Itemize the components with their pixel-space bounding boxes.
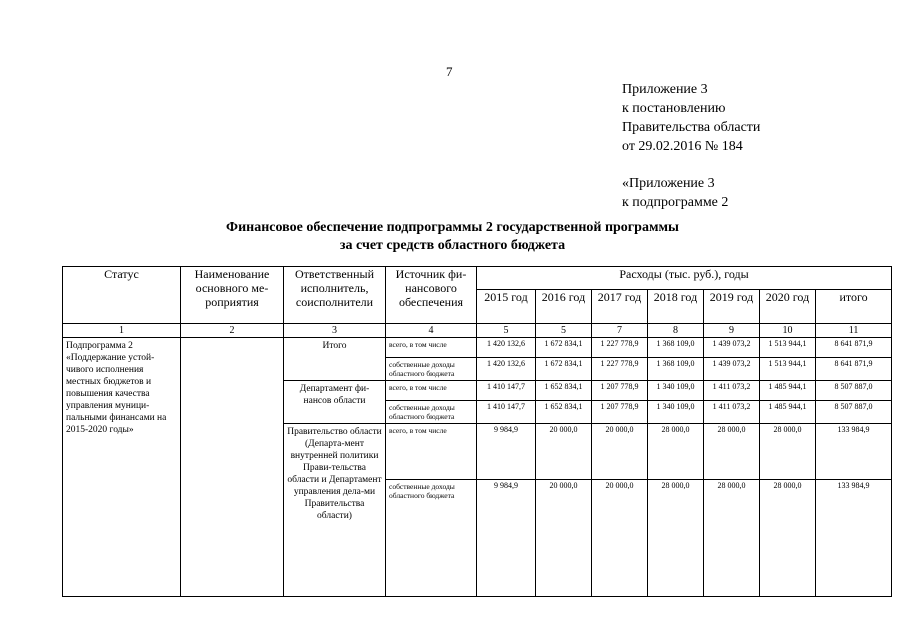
value-cell: 8 641 871,9	[816, 338, 892, 358]
source-cell: собственные доходы областного бюджета	[386, 358, 477, 381]
measure-cell	[181, 338, 284, 597]
executor-cell: Итого	[284, 338, 386, 381]
source-cell: всего, в том числе	[386, 381, 477, 401]
value-cell: 1 340 109,0	[648, 401, 704, 424]
header-status: Статус	[63, 267, 181, 324]
header-year: 2015 год	[477, 290, 536, 324]
page-number: 7	[446, 64, 453, 79]
value-cell: 1 513 944,1	[760, 338, 816, 358]
document-title	[0, 219, 905, 255]
column-number: 7	[592, 324, 648, 338]
header-year: 2020 год	[760, 290, 816, 324]
value-cell: 28 000,0	[760, 424, 816, 480]
appendix-line: к подпрограмме 2	[622, 195, 729, 210]
value-cell: 8 507 887,0	[816, 401, 892, 424]
value-cell: 1 368 109,0	[648, 358, 704, 381]
appendix-line: от 29.02.2016 № 184	[622, 139, 743, 154]
appendix-line: «Приложение 3	[622, 176, 715, 191]
value-cell: 1 227 778,9	[592, 338, 648, 358]
financing-table	[62, 266, 892, 597]
value-cell: 9 984,9	[477, 480, 536, 597]
value-cell: 8 641 871,9	[816, 358, 892, 381]
financing-table-wrapper	[62, 266, 892, 597]
header-year: 2019 год	[704, 290, 760, 324]
value-cell: 133 984,9	[816, 480, 892, 597]
value-cell: 1 227 778,9	[592, 358, 648, 381]
executor-cell: Департамент фи-нансов области	[284, 381, 386, 424]
value-cell: 1 513 944,1	[760, 358, 816, 381]
value-cell: 1 420 132,6	[477, 358, 536, 381]
value-cell: 1 207 778,9	[592, 401, 648, 424]
header-year: 2017 год	[592, 290, 648, 324]
value-cell: 20 000,0	[592, 480, 648, 597]
appendix-line: к постановлению	[622, 101, 726, 116]
appendix-block	[622, 80, 760, 212]
column-number: 2	[181, 324, 284, 338]
value-cell: 20 000,0	[536, 480, 592, 597]
column-number: 11	[816, 324, 892, 338]
value-cell: 133 984,9	[816, 424, 892, 480]
column-number: 5	[536, 324, 592, 338]
value-cell: 8 507 887,0	[816, 381, 892, 401]
title-line-1: Финансовое обеспечение подпрограммы 2 государственной программы	[226, 220, 679, 235]
value-cell: 20 000,0	[536, 424, 592, 480]
header-measure: Наименование основного ме-роприятия	[181, 267, 284, 324]
value-cell: 1 439 073,2	[704, 358, 760, 381]
value-cell: 1 410 147,7	[477, 401, 536, 424]
value-cell: 1 439 073,2	[704, 338, 760, 358]
value-cell: 1 411 073,2	[704, 401, 760, 424]
value-cell: 1 340 109,0	[648, 381, 704, 401]
header-year: 2016 год	[536, 290, 592, 324]
source-cell: всего, в том числе	[386, 338, 477, 358]
title-line-2: за счет средств областного бюджета	[339, 238, 566, 253]
value-cell: 1 411 073,2	[704, 381, 760, 401]
source-cell: всего, в том числе	[386, 424, 477, 480]
value-cell: 1 410 147,7	[477, 381, 536, 401]
header-total: итого	[816, 290, 892, 324]
status-cell: Подпрограмма 2 «Поддержание устой-чивого исполнения местных бюджетов и повышения качества управления муници-пальными финансами на 2015-2020 годы»	[63, 338, 181, 597]
value-cell: 1 485 944,1	[760, 401, 816, 424]
column-number: 4	[386, 324, 477, 338]
value-cell: 28 000,0	[760, 480, 816, 597]
header-year: 2018 год	[648, 290, 704, 324]
value-cell: 1 652 834,1	[536, 401, 592, 424]
value-cell: 1 672 834,1	[536, 338, 592, 358]
value-cell: 1 652 834,1	[536, 381, 592, 401]
appendix-line: Правительства области	[622, 120, 761, 135]
column-number: 3	[284, 324, 386, 338]
value-cell: 1 368 109,0	[648, 338, 704, 358]
column-number: 1	[63, 324, 181, 338]
column-number: 9	[704, 324, 760, 338]
column-number: 8	[648, 324, 704, 338]
value-cell: 28 000,0	[648, 424, 704, 480]
column-number: 5	[477, 324, 536, 338]
header-expenses: Расходы (тыс. руб.), годы	[477, 267, 892, 290]
value-cell: 9 984,9	[477, 424, 536, 480]
executor-cell: Правительство области (Департа-мент внутренней политики Прави-тельства области и Департамент управления дела-ми Правительства области)	[284, 424, 386, 597]
header-source: Источник фи-нансового обеспечения	[386, 267, 477, 324]
column-number: 10	[760, 324, 816, 338]
header-executor: Ответственный исполнитель, соисполнители	[284, 267, 386, 324]
value-cell: 1 672 834,1	[536, 358, 592, 381]
value-cell: 28 000,0	[648, 480, 704, 597]
appendix-line: Приложение 3	[622, 82, 708, 97]
source-cell: собственные доходы областного бюджета	[386, 401, 477, 424]
value-cell: 20 000,0	[592, 424, 648, 480]
value-cell: 1 207 778,9	[592, 381, 648, 401]
source-cell: собственные доходы областного бюджета	[386, 480, 477, 597]
value-cell: 28 000,0	[704, 480, 760, 597]
value-cell: 1 420 132,6	[477, 338, 536, 358]
value-cell: 28 000,0	[704, 424, 760, 480]
value-cell: 1 485 944,1	[760, 381, 816, 401]
